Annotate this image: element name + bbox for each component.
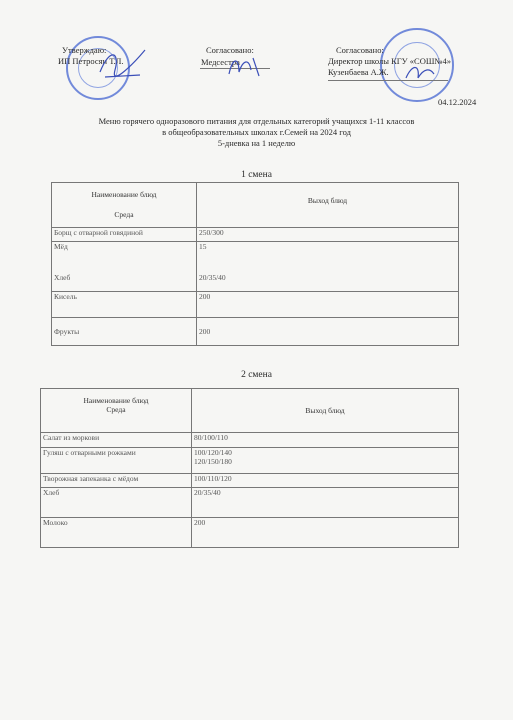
menu-title-line2: в общеобразовательных школах г.Семей на 2024 год [162,127,351,137]
table-row: Молоко 200 [41,518,459,548]
shift1-label: 1 смена [241,170,272,180]
table-row: Борщ с отварной говядиной 250/300 [52,228,459,242]
agreed-nurse-name: Медсестра [201,57,240,67]
shift1-col-name-header: Наименование блюд Среда [52,183,197,228]
menu-title-line3: 5-дневка на 1 неделю [217,138,296,148]
menu-title-line1: Меню горячего одноразового питания для отдельных категорий учащихся 1-11 классов [98,116,415,126]
shift2-label: 2 смена [241,370,272,380]
agreed-director-name: Кузенбаева А.Ж. [328,67,389,77]
table-row: Хлеб 20/35/40 [41,488,459,518]
approved-name: ИП Петросян Т.Л. [58,56,124,66]
table-row: Творожная запеканка с мёдом 100/110/120 [41,474,459,488]
shift2-col-name-header: Наименование блюд Среда [41,389,192,433]
table-row: Фрукты 200 [52,318,459,346]
table-row: Салат из моркови 80/100/110 [41,433,459,448]
table-row: Гуляш с отварными рожками 100/120/140 120/150/180 [41,448,459,474]
table-row: Мёд Хлеб 15 20/35/40 [52,242,459,292]
shift1-menu-table [51,182,459,346]
signature-director [402,58,438,86]
approved-label: Утверждаю: [62,45,107,55]
agreed-director-label: Согласовано: [336,45,384,55]
agreed-director-title: Директор школы КГУ «СОШ№4» [328,56,452,66]
shift1-col-output-header: Выход блюд [197,183,459,228]
signature-approver [95,42,155,82]
agreed-nurse-label: Согласовано: [206,45,254,55]
table-row: Кисель 200 [52,292,459,318]
signature-nurse [225,52,265,80]
shift2-menu-table [40,388,459,548]
document-date: 04.12.2024 [438,97,477,107]
shift2-col-output-header: Выход блюд [192,389,459,433]
